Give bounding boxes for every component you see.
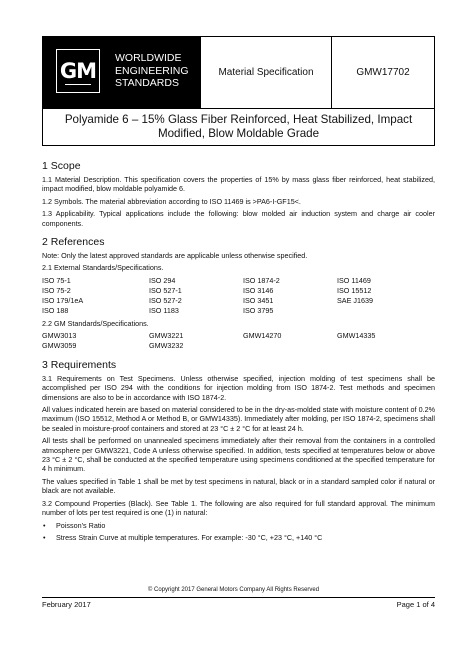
gm-standards-heading: 2.2 GM Standards/Specifications. [42,318,149,328]
standard-ref: ISO 179/1eA [42,296,84,306]
gm-standard-ref: GMW3232 [149,341,184,351]
standard-ref: ISO 188 [42,306,69,316]
requirements-paragraph-4: The values specified in Table 1 shall be met by test specimens in natural, black or in a standard sampled color if natural or black are not available. [42,476,435,496]
document-title: Polyamide 6 – 15% Glass Fiber Reinforced, Heat Stabilized, Impact Modified, Blow Moldable Grade [42,108,435,146]
requirements-paragraph-3: All tests shall be performed on unannealed specimens immediately after their removal from the containers in a controlled atmosphere per GMW3221, Code A unless otherwise specified. In addition, tests specified at temperatures below or above 23 °C ± 2 °C, shall be conducted at the specified temperature using specimens conditioned at the specified temperature for 4 h minimum. [42,436,435,474]
scope-paragraph-1: 1.1 Material Description. This specification covers the properties of 15% by mass glass fiber reinforced, heat stabilized, impact modified, blow moldable polyamide 6. [42,175,435,194]
doc-type: Material Specification [201,37,332,108]
scope-paragraph-3: 1.3 Applicability. Typical applications include the following: blow molded air induction system and charge air cooler components. [42,209,435,228]
standard-ref: ISO 15512 [337,285,372,295]
doc-number: GMW17702 [356,67,410,78]
standard-ref: ISO 75-2 [42,285,71,295]
org-line-3: STANDARDS [115,77,179,89]
standard-ref: ISO 3795 [243,306,274,316]
external-standards-heading: 2.1 External Standards/Specifications. [42,263,164,273]
footer-page-number: Page 1 of 4 [396,600,435,609]
gm-standard-ref [243,341,337,351]
org-name [115,52,189,90]
gm-standard-ref: GMW3013 [42,331,77,341]
document-header [42,36,435,109]
list-item: • Poisson’s Ratio [42,521,435,530]
section-heading-references: 2 References [42,236,105,249]
external-standards-list [42,276,435,316]
standard-ref [337,306,435,316]
gm-standard-ref: GMW3221 [149,331,184,341]
requirements-paragraph-2: All values indicated herein are based on material considered to be in the dry-as-molded state with moisture content of 0.2% maximum (ISO 15512, Method A or Method B, or GMW14335). Immediately after molding, per ISO 1874-2, specimens shall be sealed in moisture-proof containers and stored at 23 °C ± 2 °C for at least 24 h. [42,405,435,433]
scope-paragraph-2: 1.2 Symbols. The material abbreviation according to ISO 11469 is >PA6-I-GF15<. [42,196,301,206]
gm-logo-underline [65,84,91,86]
footer-date: February 2017 [42,600,91,609]
gm-standard-ref [337,341,435,351]
requirements-paragraph-1: 3.1 Requirements on Test Specimens. Unless otherwise specified, injection molding of test specimens shall be accomplished per ISO 294 with the conditions for injection molding from ISO 1874-2. Test methods and specimen dimensions are also to be in accordance with ISO 1874-2. [42,373,435,402]
gm-standards-list [42,331,435,351]
standard-ref: ISO 1183 [149,306,179,316]
footer-divider [42,597,435,598]
requirements-bullet-list [42,521,435,543]
gm-standard-ref: GMW3059 [42,341,77,351]
org-line-2: ENGINEERING [115,64,189,77]
gm-standard-ref: GMW14335 [337,331,376,341]
standard-ref: ISO 527-1 [149,285,182,295]
section-heading-scope: 1 Scope [42,160,81,172]
document-body [42,152,435,545]
standard-ref: ISO 1874-2 [243,275,280,285]
header-logo-panel [43,37,201,108]
gm-logo [56,49,100,93]
requirements-paragraph-5: 3.2 Compound Properties (Black). See Table 1. The following are also required for full standard approval. The minimum number of lots per test required is one (1) in natural: [42,498,435,518]
section-heading-requirements: 3 Requirements [42,358,117,371]
standard-ref: ISO 3146 [243,285,274,295]
standard-ref: ISO 3451 [243,296,274,306]
org-line-1: WORLDWIDE [115,52,182,64]
standard-ref: ISO 75-1 [42,275,71,285]
copyright-notice: © Copyright 2017 General Motors Company All Rights Reserved [147,587,320,593]
gm-logo-text: GM [59,58,97,83]
gm-standard-ref: GMW14270 [243,331,282,341]
standard-ref: ISO 11469 [337,275,371,285]
references-note: Note: Only the latest approved standards are applicable unless otherwise specified. [42,251,308,261]
standard-ref: ISO 527-2 [149,296,182,306]
standard-ref: ISO 294 [149,275,176,285]
list-item: • Stress Strain Curve at multiple temperatures. For example: -30 °C, +23 °C, +140 °C [42,533,435,542]
standard-ref: SAE J1639 [337,296,373,306]
